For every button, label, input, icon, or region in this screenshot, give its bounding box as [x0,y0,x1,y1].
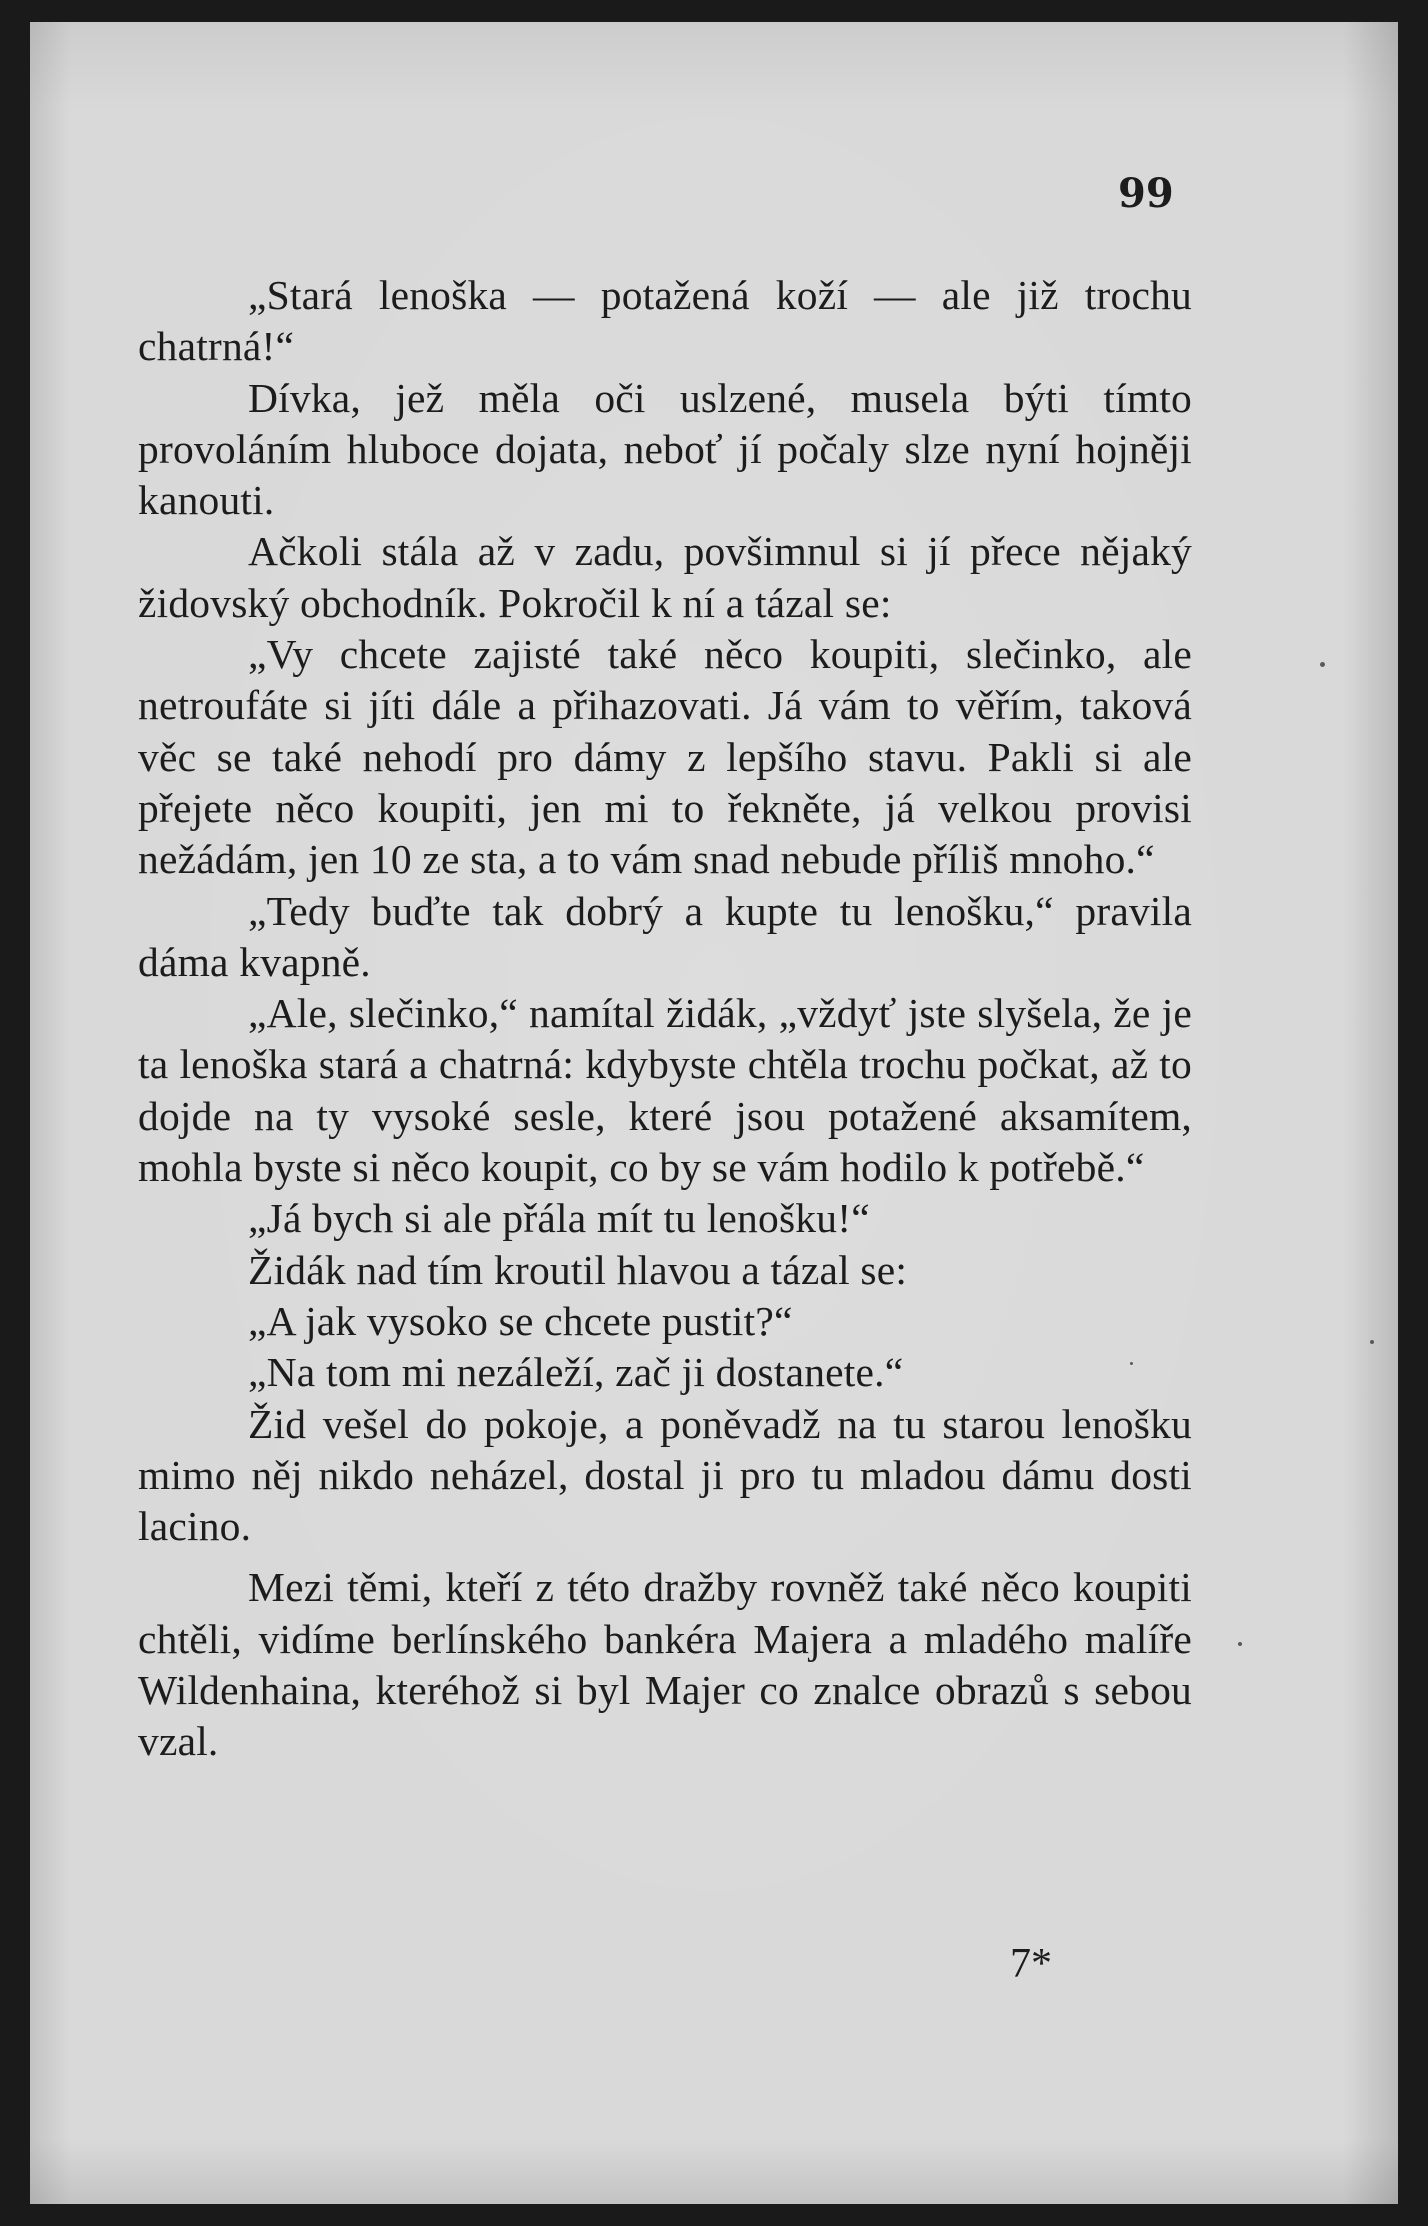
paragraph: Mezi těmi, kteří z této dražby rovněž také něco koupiti chtěli, vidíme berlínského bankéra Majera a mladého malíře Wildenhaina, kteréhož si byl Majer co znalce obrazů s sebou vzal. [138,1564,1192,1765]
paper-speck [1238,1642,1242,1646]
page-number: 99 [1118,170,1174,217]
body-text [138,270,1192,1768]
paragraph: „Já bych si ale přála mít tu lenošku!“ [248,1195,870,1242]
paragraph: „Tedy buďte tak dobrý a kupte tu lenošku,“ pravila dáma kvapně. [138,887,1192,985]
paragraph: Žid vešel do pokoje, a poněvadž na tu starou lenošku mimo něj nikdo neházel, dostal ji pro tu mladou dámu dosti lacino. [138,1400,1192,1550]
paragraph-gap [138,1552,1192,1562]
paragraph: „Ale, slečinko,“ namítal židák, „vždyť jste slyšela, že je ta lenoška stará a chatrná: kdybyste chtěla trochu počkat, až to dojde na ty vysoké sesle, které jsou potažené aksamítem, mohla byste si něco koupit, co by se vám hodilo k potřebě.“ [138,990,1192,1191]
paragraph: „Vy chcete zajisté také něco koupiti, slečinko, ale netroufáte si jíti dále a přihazovati. Já vám to věřím, taková věc se také nehodí pro dámy z lepšího stavu. Pakli si ale přejete něco koupiti, jen mi to řekněte, já velkou provisi nežádám, jen 10 ze sta, a to vám snad nebude příliš mnoho.“ [138,631,1192,883]
paragraph: „Na tom mi nezáleží, zač ji dostanete.“ [248,1349,904,1396]
paper-speck [1370,1340,1374,1344]
paragraph: „Stará lenoška — potažená koží — ale již trochu chatrná!“ [138,272,1192,370]
paper-speck [1320,662,1325,667]
paragraph: Dívka, jež měla oči uslzené, musela býti tímto provoláním hluboce dojata, neboť jí počaly slze nyní hojněji kanouti. [138,374,1192,524]
paragraph: „A jak vysoko se chcete pustit?“ [248,1297,793,1344]
paragraph: Židák nad tím kroutil hlavou a tázal se: [248,1246,908,1293]
signature-mark: 7* [1010,1941,1052,1987]
paragraph: Ačkoli stála až v zadu, povšimnul si jí přece nějaký židovský obchodník. Pokročil k ní a tázal se: [138,528,1192,626]
